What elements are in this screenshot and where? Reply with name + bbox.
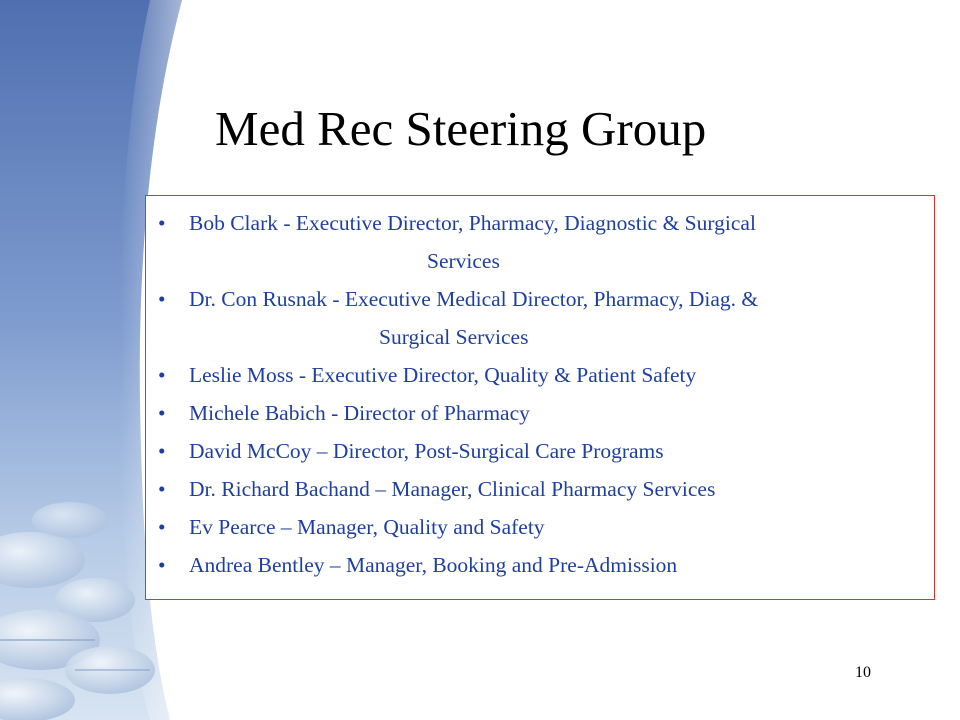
member-line: Dr. Con Rusnak - Executive Medical Director, Pharmacy, Diag. &	[189, 287, 759, 311]
bullet-icon: •	[158, 401, 166, 425]
list-item	[146, 432, 758, 470]
member-line: Andrea Bentley – Manager, Booking and Pre-Admission	[189, 553, 678, 577]
list-item	[146, 508, 758, 546]
list-item	[146, 356, 758, 394]
member-line: Ev Pearce – Manager, Quality and Safety	[189, 515, 545, 539]
list-item	[146, 470, 758, 508]
member-line: Dr. Richard Bachand – Manager, Clinical Pharmacy Services	[189, 477, 716, 501]
member-line-continuation: Services	[427, 249, 500, 273]
member-line: Bob Clark - Executive Director, Pharmacy, Diagnostic & Surgical	[189, 211, 756, 235]
bullet-icon: •	[158, 553, 166, 577]
bullet-icon: •	[158, 363, 166, 387]
bullet-icon: •	[158, 439, 166, 463]
slide-title: Med Rec Steering Group	[215, 101, 707, 156]
list-item	[146, 394, 758, 432]
bullet-icon: •	[158, 287, 166, 311]
bullet-icon: •	[158, 515, 166, 539]
list-item	[146, 204, 758, 280]
page-number: 10	[855, 664, 871, 681]
member-line-continuation: Surgical Services	[379, 325, 529, 349]
member-line: Michele Babich - Director of Pharmacy	[189, 401, 530, 425]
bullet-icon: •	[158, 211, 166, 235]
members-box	[145, 195, 935, 600]
member-line: Leslie Moss - Executive Director, Quality & Patient Safety	[189, 363, 697, 387]
list-item	[146, 280, 758, 356]
member-list	[146, 204, 758, 584]
member-line: David McCoy – Director, Post-Surgical Care Programs	[189, 439, 664, 463]
list-item	[146, 546, 758, 584]
bullet-icon: •	[158, 477, 166, 501]
